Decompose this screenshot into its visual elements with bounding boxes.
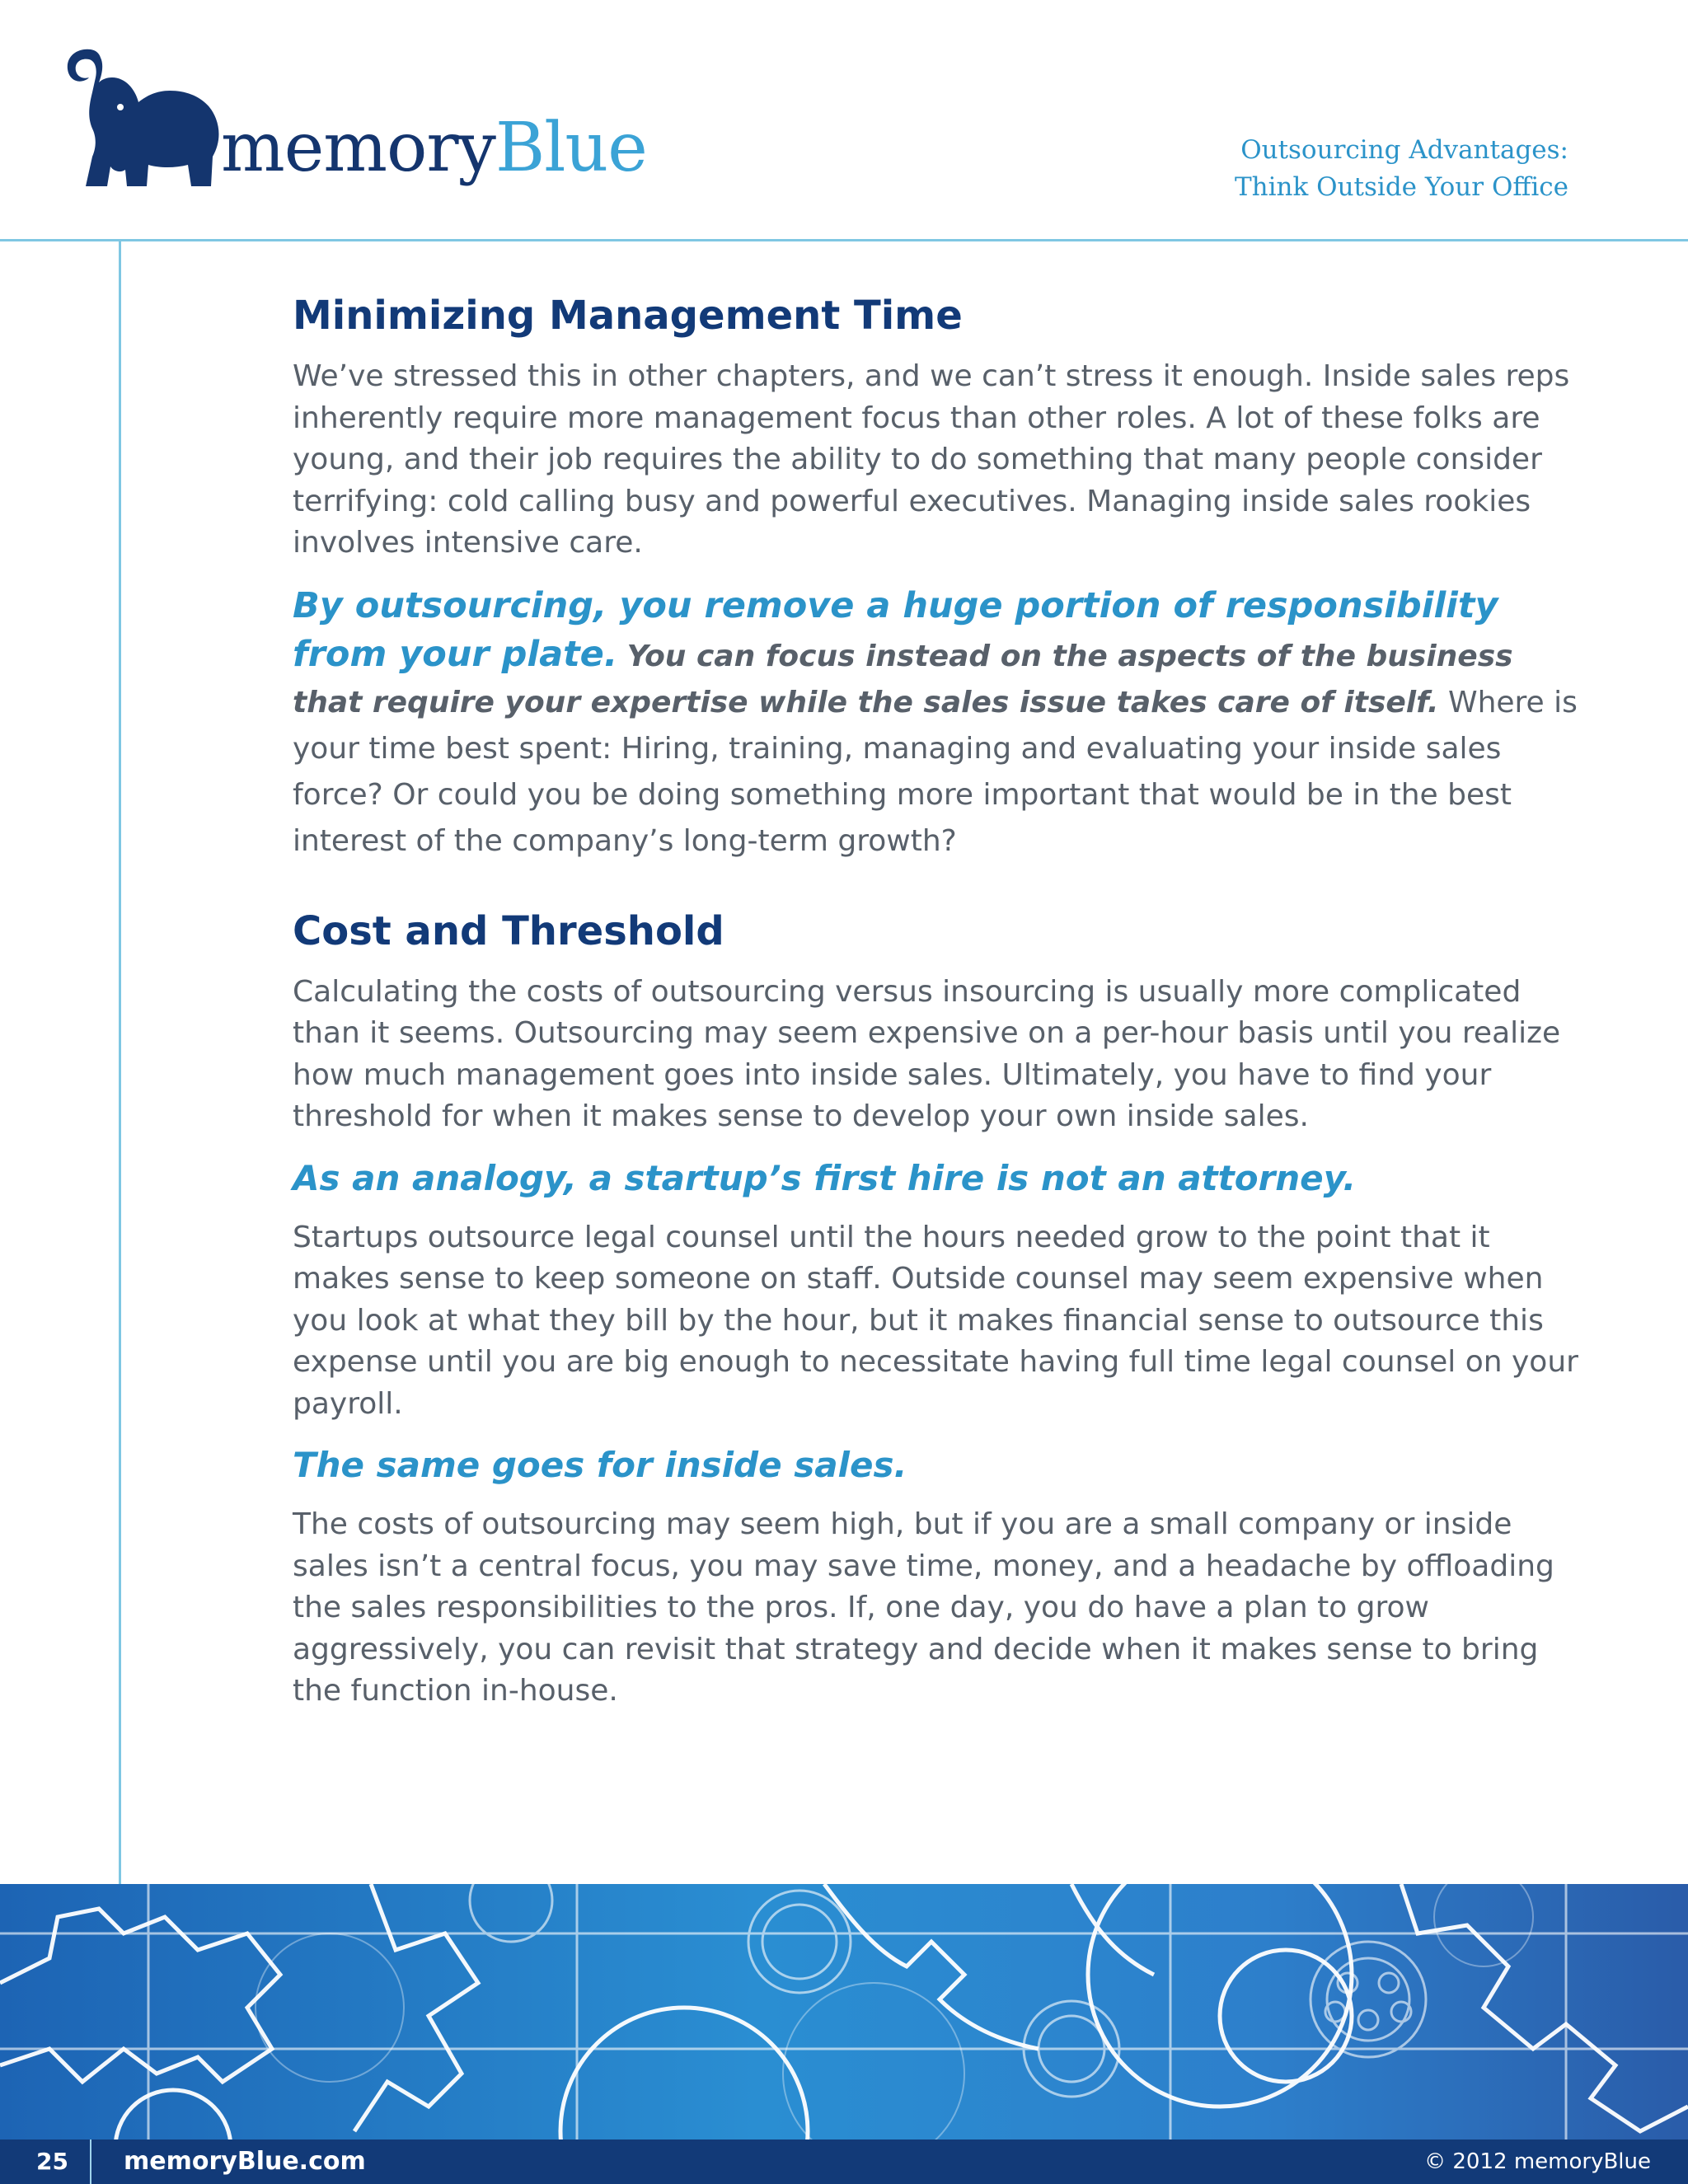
body-paragraph: Startups outsource legal counsel until the hours needed grow to the point that it makes sense to keep someone on staff. Outside counsel may seem expensive when you look at what they bill by the hour, but it makes financial sense to outsource this expense until you are big enough to necessitate having full time legal counsel on your payroll.: [293, 1220, 1578, 1421]
body-text: Where is your time best spent: Hiring, training, managing and evaluating your inside sales force? Or could you be doing something more important that would be in the best interest of the company’s long-term growth?: [293, 685, 1578, 858]
chapter-title: [1235, 132, 1568, 206]
callout-outsourcing: By outsourcing, you remove a huge portion of responsibility from your plate.: [293, 584, 1498, 675]
section-heading-management-time: Minimizing Management Time: [293, 293, 963, 339]
copyright-notice: © 2012 memoryBlue: [1424, 2149, 1651, 2174]
body-paragraph: We’ve stressed this in other chapters, and we can’t stress it enough. Inside sales reps inherently require more management focus than other roles. A lot of these folks are young, and their job requires the ability to do something that many people consider terrifying: cold calling busy and powerful executives. Managing inside sales rookies involves intensive care.: [293, 359, 1570, 560]
logo-text-light: Blue: [495, 109, 647, 187]
section-heading-cost-threshold: Cost and Threshold: [293, 907, 724, 954]
memoryblue-logo: [59, 41, 647, 223]
main-content: [293, 287, 1578, 1713]
footer-bar: [0, 2139, 1688, 2184]
footer-url-link[interactable]: memoryBlue.com: [124, 2147, 366, 2176]
callout-analogy: As an analogy, a startup’s first hire is not an attorney.: [293, 1157, 1357, 1198]
chapter-title-line2: Think Outside Your Office: [1235, 172, 1568, 202]
page-footer: [0, 1884, 1688, 2184]
body-paragraph: The costs of outsourcing may seem high, but if you are a small company or inside sales isn’t a central focus, you may save time, money, and a headache by offloading the sales responsibilities to the pros. If, one day, you do have a plan to grow aggressively, you can revisit that strategy and decide when it makes sense to bring the function in-house.: [293, 1507, 1554, 1708]
elephant-logo-icon: [59, 41, 224, 206]
logo-text-dark: memory: [221, 109, 495, 187]
footer-separator: [90, 2139, 91, 2184]
logo-wordmark: [221, 109, 647, 187]
chapter-title-line1: Outsourcing Advantages:: [1240, 135, 1568, 165]
callout-paragraph: [293, 583, 1578, 865]
callout-same-goes: The same goes for inside sales.: [293, 1445, 907, 1485]
header-divider: [0, 239, 1688, 241]
margin-rule: [119, 240, 121, 1884]
body-paragraph: Calculating the costs of outsourcing versus insourcing is usually more complicated than it seems. Outsourcing may seem expensive on a per-hour basis until you realize how much management goes into inside sales. Ultimately, you have to find your threshold for when it makes sense to develop your own inside sales.: [293, 974, 1561, 1133]
page-header: [0, 0, 1688, 241]
page-number: 25: [36, 2148, 68, 2175]
callout-focus: You can focus instead on the aspects of the business that require your expertise while the sales issue takes care of itself.: [293, 639, 1513, 719]
